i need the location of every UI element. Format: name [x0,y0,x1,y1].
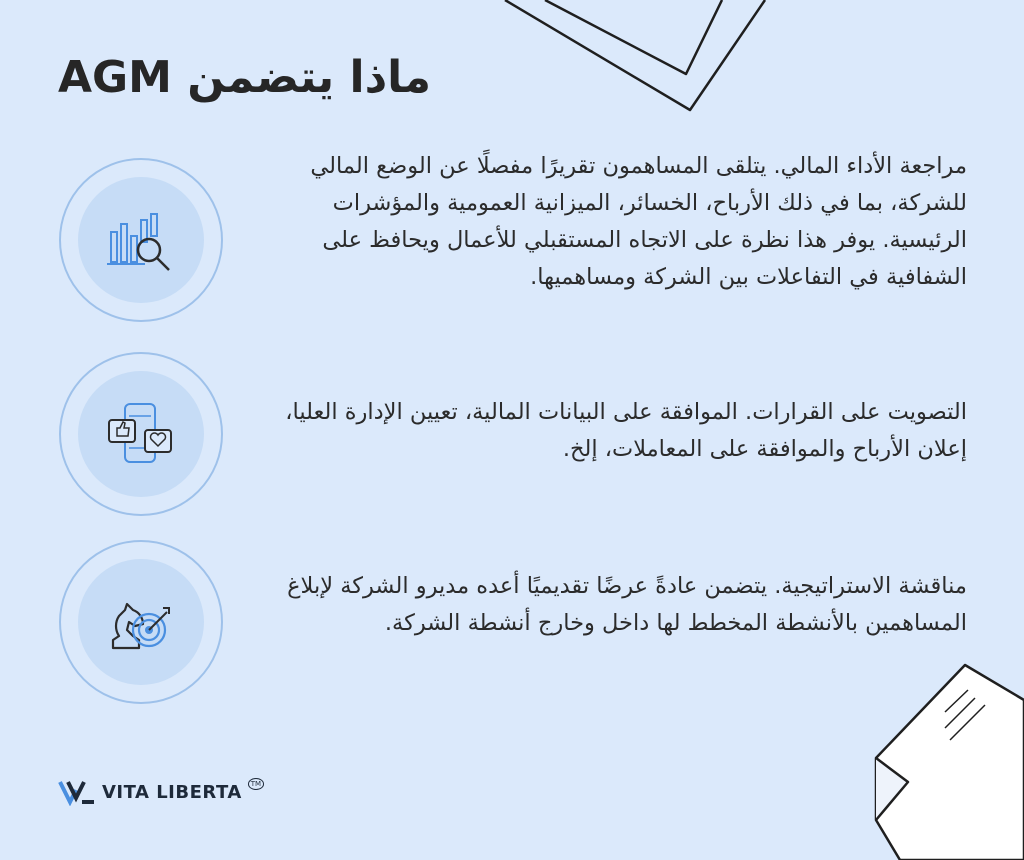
icon-circle-strategy [59,540,223,704]
brand-logo [58,778,264,806]
chart-magnifier-icon [105,204,177,276]
item-text-financial-review: مراجعة الأداء المالي. يتلقى المساهمون تقريرًا مفصلًا عن الوضع المالي للشركة، بما في ذلك الأرباح، الخسائر، الميزانية العمومية والمؤشرات الرئيسية. يوفر هذا نظرة على الاتجاه المستقبلي للأعمال ويحافظ على الشفافية في التفاعلات بين الشركة ومساهميها. [310,153,967,290]
phone-like-heart-icon [105,398,177,470]
vita-liberta-logo-icon [58,778,96,806]
trademark-mark: TM [248,778,264,790]
chess-knight-target-icon [105,586,177,658]
item-text-voting: التصويت على القرارات. الموافقة على البيانات المالية، تعيين الإدارة العليا، إعلان الأرباح والموافقة على المعاملات، إلخ. [285,399,967,462]
page-title: ماذا يتضمن AGM [58,52,431,103]
logo-text: VITA LIBERTA [102,781,242,803]
icon-circle-financial [59,158,223,322]
icon-circle-voting [59,352,223,516]
item-text-strategy: مناقشة الاستراتيجية. يتضمن عادةً عرضًا تقديميًا أعده مديرو الشركة لإبلاغ المساهمين بالأنشطة المخطط لها داخل وخارج أنشطة الشركة. [287,573,967,636]
